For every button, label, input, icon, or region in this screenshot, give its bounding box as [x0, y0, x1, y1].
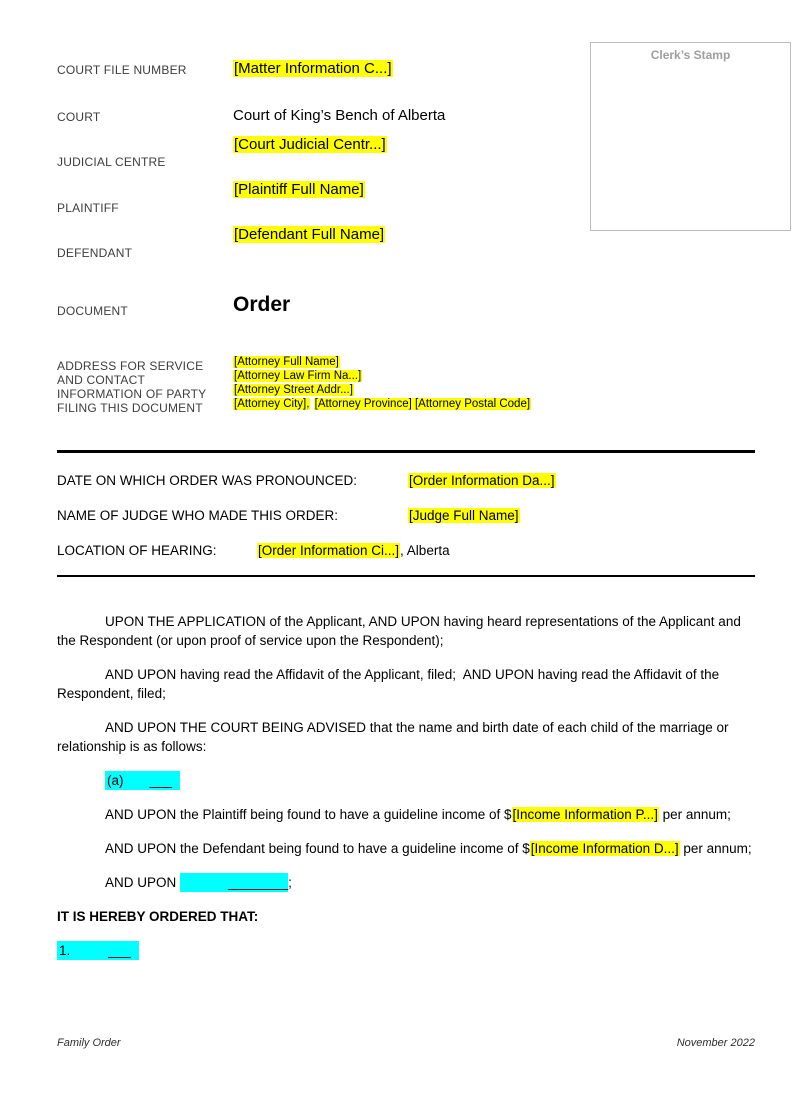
hearing-location-label: LOCATION OF HEARING: [57, 543, 217, 558]
footer-document-type: Family Order [57, 1037, 121, 1049]
judicial-centre-placeholder[interactable]: [Court Judicial Centr...] [234, 136, 386, 153]
field-defendant[interactable] [233, 225, 385, 244]
date-pronounced-label: DATE ON WHICH ORDER WAS PRONOUNCED: [57, 473, 358, 488]
label-defendant: DEFENDANT [57, 246, 133, 260]
field-judicial-centre[interactable] [233, 135, 387, 154]
attorney-city-line [233, 397, 531, 411]
court-name-text: Court of King’s Bench of Alberta [233, 107, 446, 124]
child-item-a-field[interactable] [105, 771, 180, 790]
field-date-pronounced[interactable] [408, 471, 556, 490]
label-address-line1: ADDRESS FOR SERVICE [57, 359, 204, 373]
attorney-street-placeholder[interactable]: [Attorney Street Addr...] [234, 384, 353, 396]
attorney-name-line [233, 355, 531, 369]
page-footer [57, 1036, 755, 1050]
plaintiff-income-suffix: per annum; [658, 807, 731, 822]
child-item-a-marker: (a) [107, 773, 124, 788]
horizontal-rule-bottom [57, 575, 755, 577]
ordered-heading: IT IS HEREBY ORDERED THAT: [57, 909, 259, 924]
hearing-location-placeholder[interactable]: [Order Information Ci...] [258, 543, 400, 558]
label-document: DOCUMENT [57, 304, 128, 318]
field-plaintiff[interactable] [233, 180, 365, 199]
and-upon-text: AND UPON [105, 875, 181, 890]
and-upon-blank-field[interactable] [180, 873, 288, 892]
paragraph-and-upon-blank [57, 873, 755, 892]
hearing-location-line [57, 541, 755, 560]
paragraph-upon-application: UPON THE APPLICATION of the Applicant, AND UPON having heard representations of the Applicant and the Respondent (or upon proof of service upon the Respondent); [57, 614, 741, 648]
attorney-city-placeholder[interactable]: [Attorney City], [234, 398, 310, 410]
label-plaintiff: PLAINTIFF [57, 201, 119, 215]
label-address-line3: INFORMATION OF PARTY [57, 387, 207, 401]
judge-name-line [57, 506, 755, 525]
defendant-placeholder[interactable]: [Defendant Full Name] [234, 226, 385, 243]
order-item-1-field[interactable] [57, 941, 139, 960]
horizontal-rule-top [57, 450, 755, 453]
child-list-item-a[interactable] [57, 771, 755, 790]
label-address-line2: AND CONTACT [57, 373, 145, 387]
defendant-income-suffix: per annum; [679, 841, 752, 856]
field-address-for-service[interactable] [233, 355, 531, 411]
label-court: COURT [57, 110, 101, 124]
paragraph-plaintiff-income [57, 805, 755, 824]
attorney-full-name-placeholder[interactable]: [Attorney Full Name] [234, 356, 339, 368]
paragraph-defendant-income [57, 839, 755, 858]
hearing-location-suffix: , Alberta [400, 543, 450, 558]
order-item-1[interactable] [57, 941, 755, 960]
footer-date: November 2022 [676, 1037, 755, 1049]
attorney-firm-line [233, 369, 531, 383]
label-address-line4: FILING THIS DOCUMENT [57, 401, 203, 415]
and-upon-suffix: ; [288, 875, 292, 890]
clerks-stamp-box [590, 42, 791, 231]
defendant-income-text: AND UPON the Defendant being found to have a guideline income of $ [105, 841, 530, 856]
plaintiff-income-text: AND UPON the Plaintiff being found to have a guideline income of $ [105, 807, 512, 822]
paragraph-affidavits: AND UPON having read the Affidavit of the Applicant, filed; AND UPON having read the Affidavit of the Respondent, filed; [57, 667, 723, 701]
child-item-a-blank[interactable]: ___ [149, 773, 173, 788]
label-address-for-service [57, 359, 206, 415]
document-title: Order [233, 293, 291, 316]
label-judicial-centre: JUDICIAL CENTRE [57, 155, 166, 169]
date-pronounced-placeholder[interactable]: [Order Information Da...] [409, 473, 555, 488]
court-file-number-placeholder[interactable]: [Matter Information C...] [234, 60, 392, 77]
plaintiff-placeholder[interactable]: [Plaintiff Full Name] [234, 181, 364, 198]
field-hearing-location[interactable] [257, 541, 450, 560]
field-court-file-number[interactable] [233, 59, 393, 78]
plaintiff-income-placeholder[interactable]: [Income Information P...] [512, 807, 658, 822]
clerks-stamp-label: Clerk’s Stamp [650, 48, 731, 62]
order-body [57, 612, 755, 960]
attorney-province-postal-placeholder[interactable]: [Attorney Province] [Attorney Postal Code] [314, 398, 531, 410]
date-pronounced-line [57, 471, 755, 490]
order-item-1-blank[interactable]: ___ [108, 943, 131, 958]
attorney-street-line [233, 383, 531, 397]
attorney-law-firm-placeholder[interactable]: [Attorney Law Firm Na...] [234, 370, 362, 382]
judge-name-label: NAME OF JUDGE WHO MADE THIS ORDER: [57, 508, 339, 523]
field-judge-name[interactable] [408, 506, 520, 525]
judge-name-placeholder[interactable]: [Judge Full Name] [409, 508, 519, 523]
label-court-file-number: COURT FILE NUMBER [57, 63, 187, 77]
defendant-income-placeholder[interactable]: [Income Information D...] [530, 841, 679, 856]
order-item-1-marker: 1. [59, 943, 71, 958]
paragraph-children-advised: AND UPON THE COURT BEING ADVISED that the name and birth date of each child of the marriage or relationship is as follows: [57, 720, 729, 754]
and-upon-blank[interactable]: ________ [228, 875, 289, 890]
